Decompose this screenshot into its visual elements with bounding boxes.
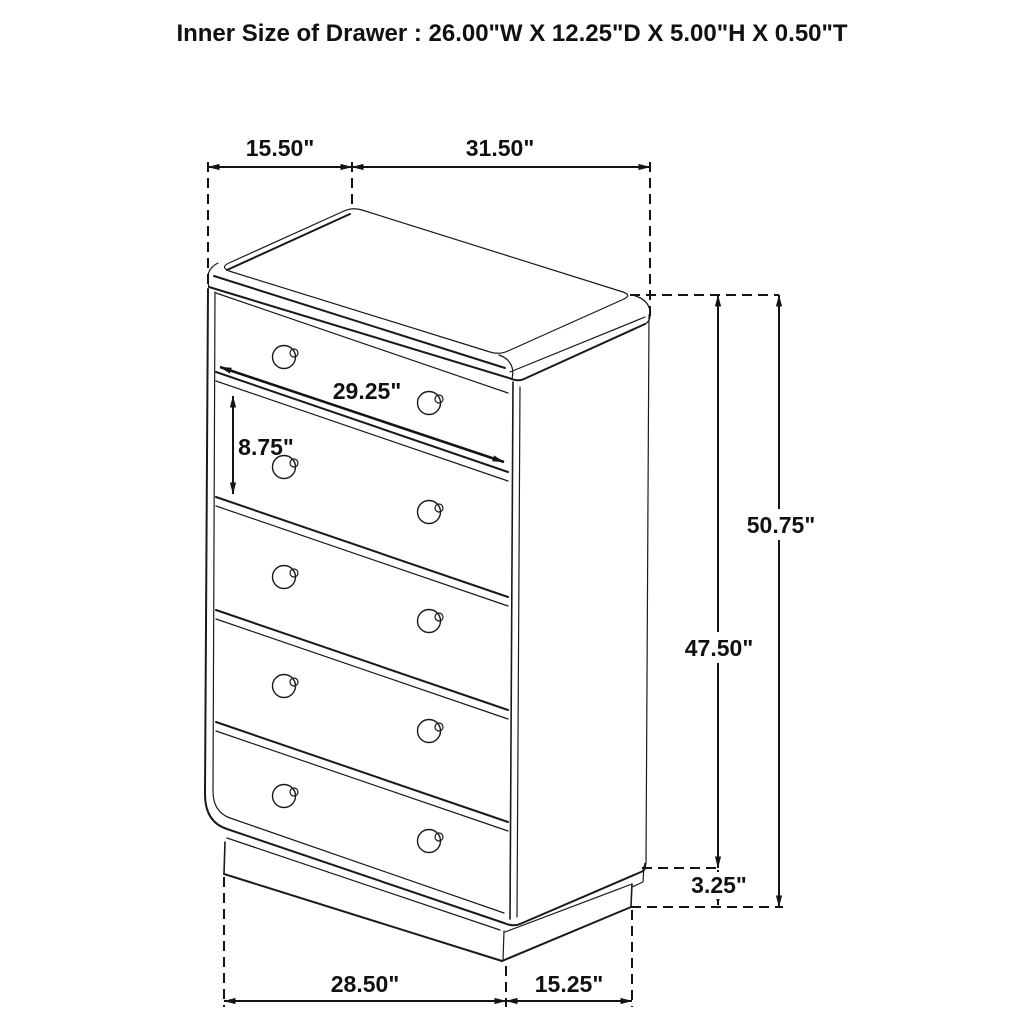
drawer-separator <box>216 731 508 831</box>
drawer-knob <box>273 566 299 589</box>
bottom-width-label: 28.50" <box>330 971 400 997</box>
drawer-separator <box>216 722 508 822</box>
drawer-separator <box>216 506 508 606</box>
drawer-height-label: 8.75" <box>238 434 294 460</box>
drawer-width-label: 29.25" <box>332 378 402 404</box>
drawer-knob <box>418 501 444 524</box>
side-panel-back-edge <box>646 315 649 864</box>
plinth-side-bottom-edge <box>502 907 631 961</box>
drawer-separator <box>216 497 508 597</box>
top-depth-label: 15.50" <box>245 135 315 161</box>
top-bullnose-side-line <box>510 317 645 372</box>
drawer-knob <box>418 392 444 415</box>
case-band-lower-line <box>227 838 500 930</box>
top-slab-rim <box>209 287 645 380</box>
side-panel-front-line <box>517 387 520 917</box>
plinth-front-right-edge <box>503 931 504 961</box>
top-bullnose-front-edge <box>214 276 505 368</box>
drawer-separator <box>216 610 508 710</box>
base-height-label: 3.25" <box>691 872 747 898</box>
top-slab-left-corner-cap <box>208 263 218 287</box>
drawer-separators <box>216 293 508 831</box>
dimension-annotations <box>208 135 818 1007</box>
plinth-front-bottom-edge <box>224 874 502 961</box>
drawer-knob <box>273 346 299 369</box>
drawer-knob <box>273 785 299 808</box>
top-face <box>225 209 628 354</box>
top-slab-rim-back-corner <box>632 295 650 324</box>
case-front-right-edge <box>510 382 513 919</box>
drawer-knob <box>418 610 444 633</box>
top-bullnose-left-edge <box>227 214 350 270</box>
case-height-label: 47.50" <box>684 635 754 661</box>
plinth-side-top-edge <box>505 884 632 932</box>
overall-height-label: 50.75" <box>746 512 816 538</box>
plinth-step <box>632 866 644 887</box>
top-width-label: 31.50" <box>465 135 535 161</box>
drawer-knob <box>418 720 444 743</box>
plinth-base <box>224 842 644 961</box>
chest-line-drawing <box>205 209 650 961</box>
bottom-depth-label: 15.25" <box>534 971 604 997</box>
diagram-title: Inner Size of Drawer : 26.00"W X 12.25"D X 5.00"H X 0.50"T <box>176 20 848 47</box>
drawer-knob <box>418 830 444 853</box>
drawer-separator <box>216 619 508 719</box>
plinth-right-edge <box>631 884 632 906</box>
drawer-knob <box>273 675 299 698</box>
plinth-left-edge <box>224 842 225 874</box>
